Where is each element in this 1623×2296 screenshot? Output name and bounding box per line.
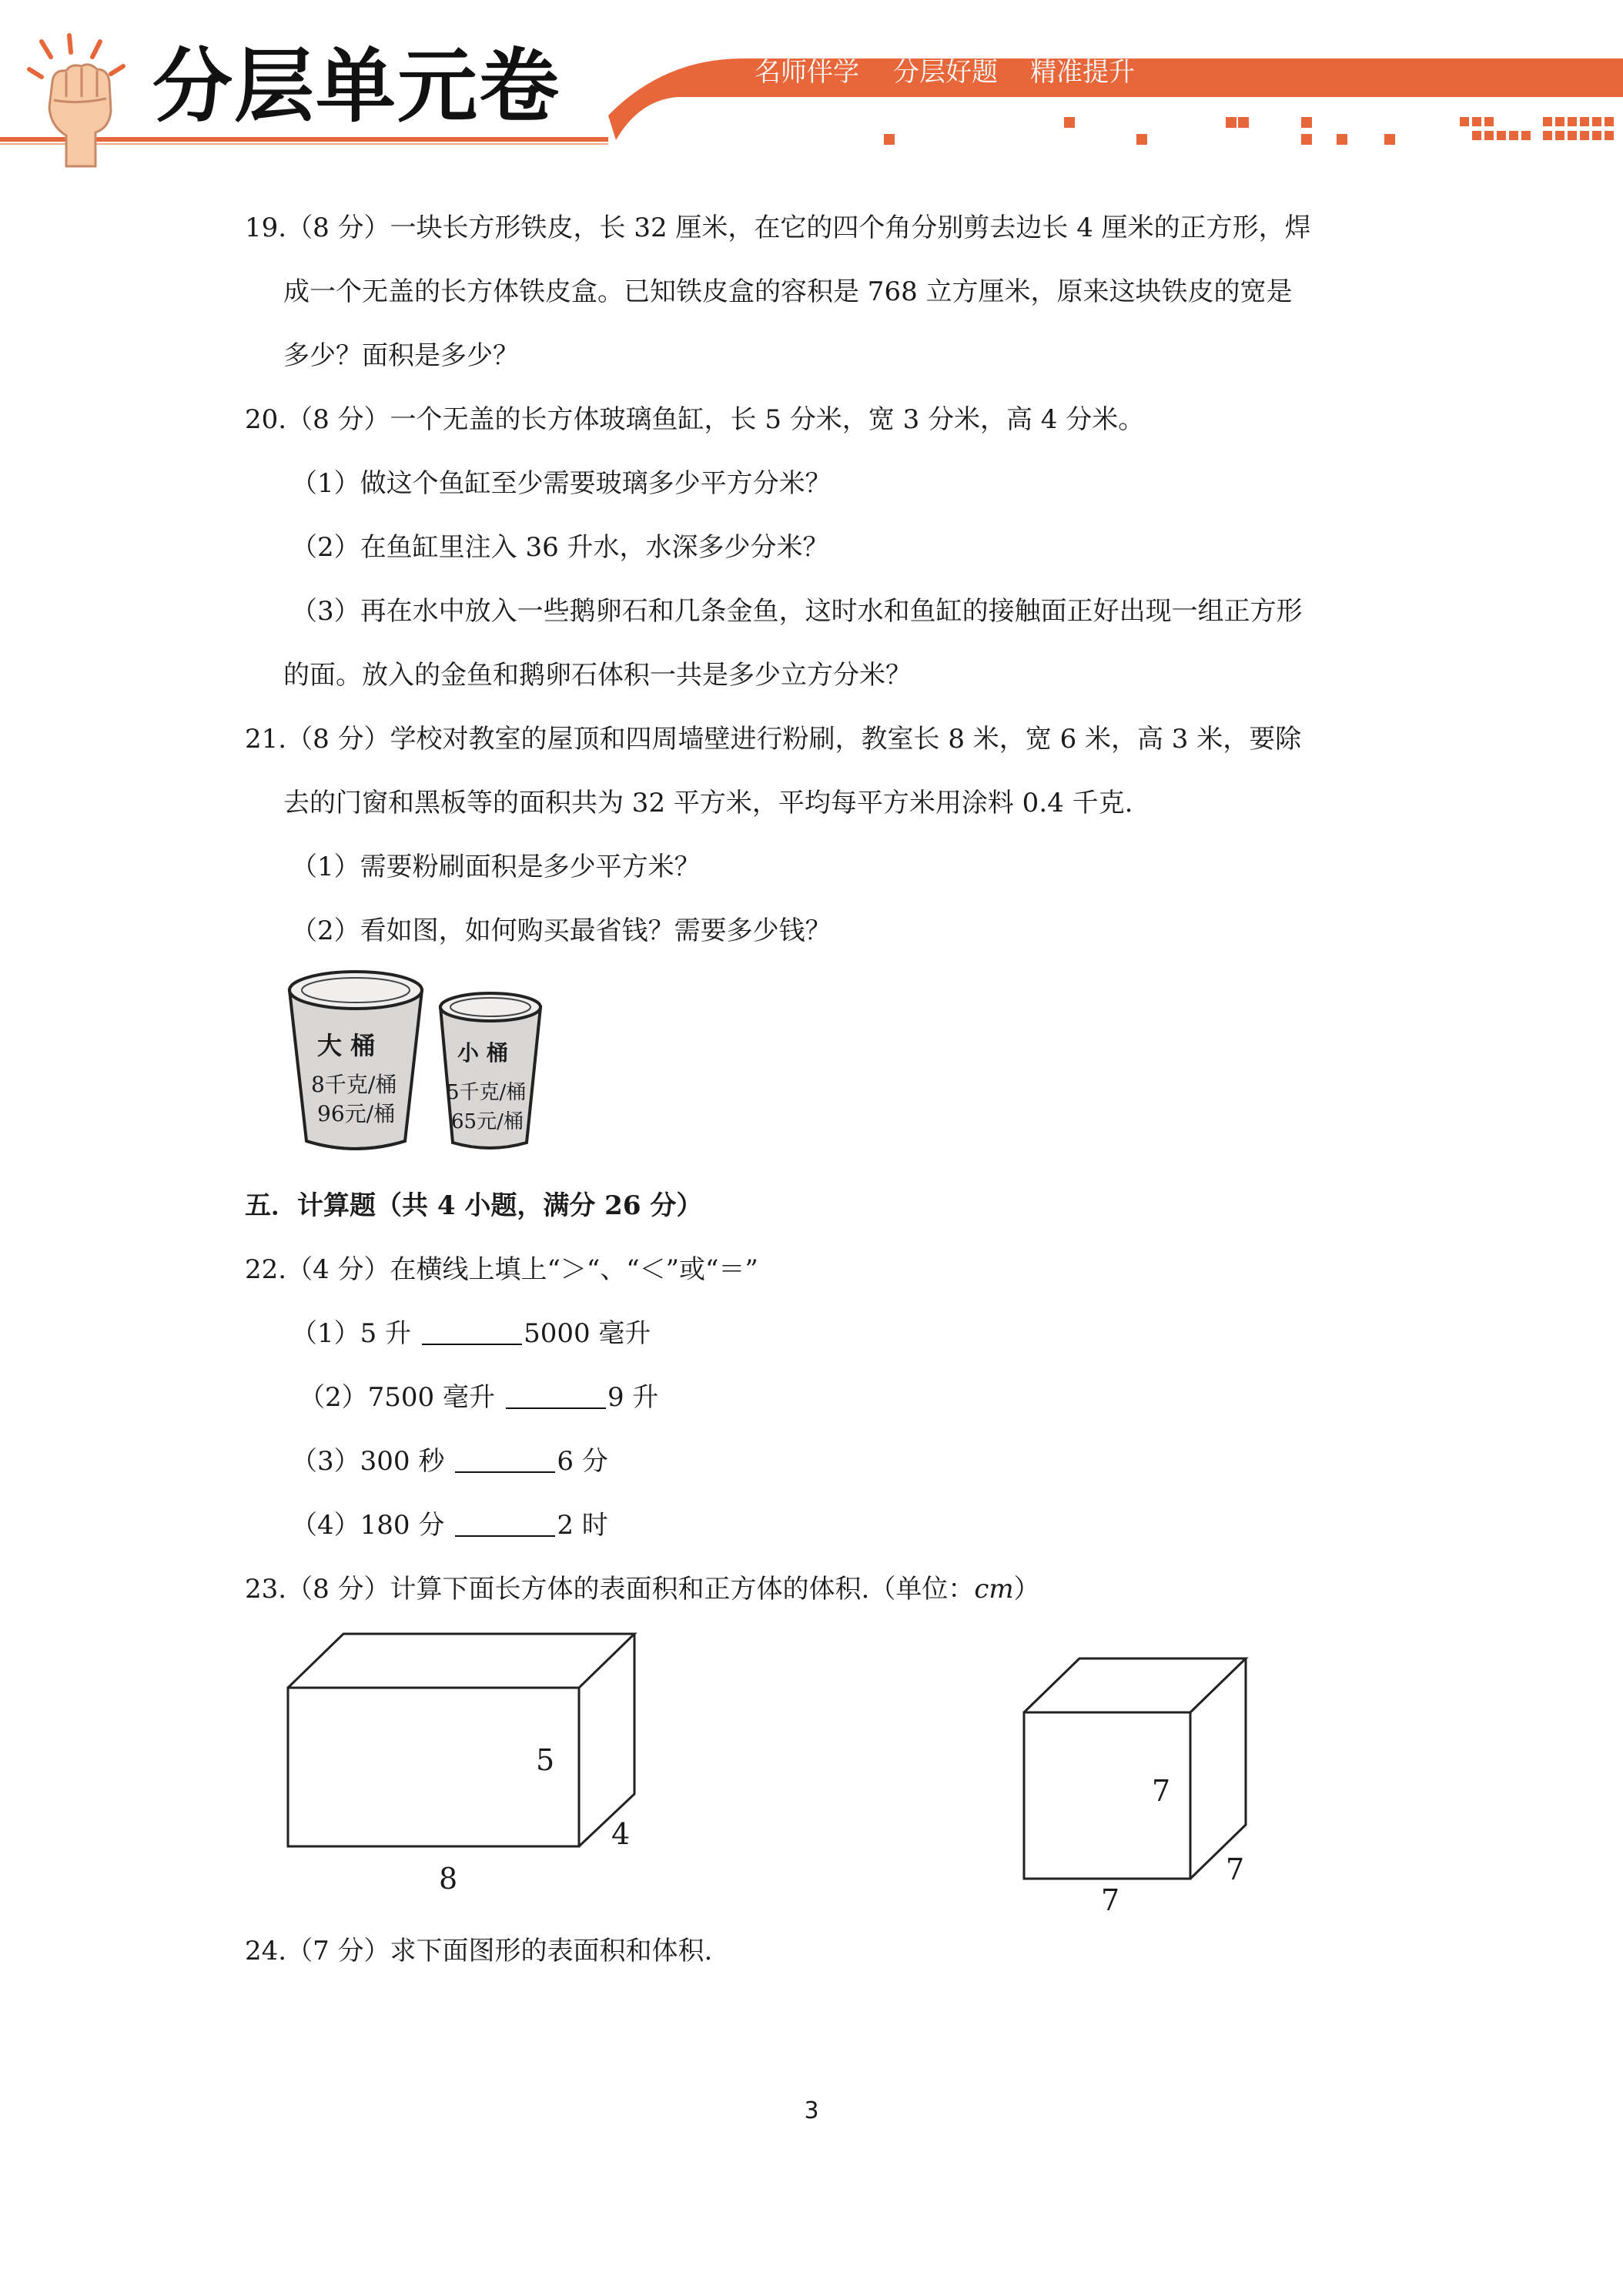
cube-front-edge-label: 7 — [1152, 1774, 1171, 1808]
small-bucket-name: 小 桶 — [457, 1040, 508, 1066]
large-bucket-weight: 8千克/桶 — [311, 1072, 397, 1097]
cuboid-width-label: 4 — [611, 1817, 631, 1851]
brand-title: 分层单元卷 — [152, 39, 561, 133]
q19-line-3: 多少？面积是多少？ — [283, 340, 519, 371]
q23-unit: cm — [974, 1574, 1014, 1605]
cuboid-figure — [277, 1626, 647, 1903]
q22-part-4 — [291, 1507, 608, 1544]
cube-bottom-edge-label: 7 — [1101, 1883, 1120, 1917]
q19-line-2: 成一个无盖的长方体铁皮盒。已知铁皮盒的容积是 768 立方厘米，原来这块铁皮的宽是 — [283, 276, 1293, 307]
q22-p1-blank[interactable] — [422, 1317, 522, 1345]
q24-line-1: 24.（7 分）求下面图形的表面积和体积. — [245, 1936, 713, 1966]
q20-part-3b: 的面。放入的金鱼和鹅卵石体积一共是多少立方分米？ — [283, 660, 912, 691]
q21-part-1: （1）需要粉刷面积是多少平方米？ — [291, 852, 701, 882]
q21-part-2: （2）看如图，如何购买最省钱？需要多少钱？ — [291, 915, 832, 946]
fist-logo-icon — [15, 31, 139, 169]
q22-p2-blank[interactable] — [506, 1381, 606, 1409]
q22-p4-left: （4）180 分 — [291, 1510, 445, 1541]
section-5-heading: 五．计算题（共 4 小题，满分 26 分） — [245, 1190, 703, 1221]
large-bucket-name: 大 桶 — [317, 1031, 376, 1060]
q19-line-1: 19.（8 分）一块长方形铁皮，长 32 厘米，在它的四个角分别剪去边长 4 厘米的正方形，焊 — [245, 213, 1311, 243]
q22-part-2 — [299, 1379, 658, 1416]
cuboid-height-label: 5 — [536, 1743, 555, 1777]
q20-part-2: （2）在鱼缸里注入 36 升水，水深多少分米？ — [291, 532, 829, 563]
small-bucket-weight: 5千克/桶 — [447, 1081, 527, 1104]
q21-line-1: 21.（8 分）学校对教室的屋顶和四周墙壁进行粉刷，教室长 8 米，宽 6 米，高 3 米，要除 — [245, 724, 1302, 755]
q22-p3-blank[interactable] — [455, 1445, 555, 1473]
q22-part-3 — [291, 1443, 608, 1480]
page-number: 3 — [804, 2097, 819, 2124]
q22-p3-right: 6 分 — [557, 1446, 608, 1477]
q20-part-3a: （3）再在水中放入一些鹅卵石和几条金鱼，这时水和鱼缸的接触面正好出现一组正方形 — [291, 596, 1303, 627]
q20-line-1: 20.（8 分）一个无盖的长方体玻璃鱼缸，长 5 分米，宽 3 分米，高 4 分米。 — [245, 404, 1145, 435]
q22-p2-right: 9 升 — [607, 1382, 659, 1413]
q22-p2-left: （2）7500 毫升 — [299, 1382, 495, 1413]
large-bucket-price: 96元/桶 — [317, 1101, 396, 1126]
q22-p4-right: 2 时 — [557, 1510, 608, 1541]
q21-line-2: 去的门窗和黑板等的面积共为 32 平方米，平均每平方米用涂料 0.4 千克. — [283, 788, 1133, 818]
cube-side-edge-label: 7 — [1226, 1853, 1245, 1886]
q20-part-1: （1）做这个鱼缸至少需要玻璃多少平方分米？ — [291, 468, 832, 499]
cuboid-length-label: 8 — [439, 1862, 458, 1896]
q22-line-1: 22.（4 分）在横线上填上“＞“、“＜”或“＝” — [245, 1254, 758, 1285]
q22-p4-blank[interactable] — [455, 1509, 555, 1537]
page-header — [0, 0, 1623, 169]
q22-p1-right: 5000 毫升 — [524, 1318, 651, 1349]
small-bucket-price: 65元/桶 — [451, 1110, 524, 1133]
q22-p3-left: （3）300 秒 — [291, 1446, 445, 1477]
q23-text-end: ） — [1013, 1574, 1040, 1605]
slogan-1: 名师伴学 — [755, 57, 859, 88]
q23-text: 23.（8 分）计算下面长方体的表面积和正方体的体积.（单位： — [245, 1574, 975, 1605]
slogan-3: 精准提升 — [1030, 57, 1135, 88]
q22-part-1 — [291, 1315, 651, 1352]
q22-p1-left: （1）5 升 — [291, 1318, 412, 1349]
q23-line-1 — [245, 1571, 1040, 1608]
slogan-2: 分层好题 — [893, 57, 998, 88]
cube-figure — [1013, 1648, 1260, 1894]
